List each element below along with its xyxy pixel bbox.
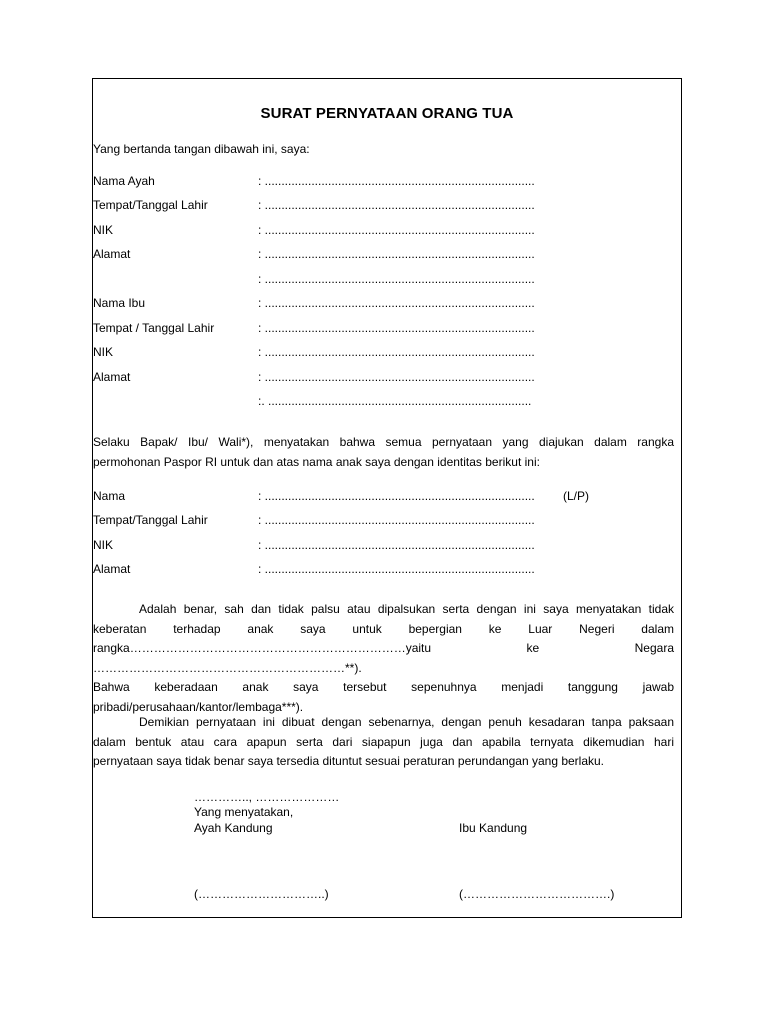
statement-line: permohonan Paspor RI untuk dan atas nama anak saya dengan identitas berikut ini: [93, 454, 540, 469]
field-value: : ................................................................................. [258, 562, 535, 576]
field-value: : ................................................................................. [258, 223, 535, 237]
field-label: Tempat / Tanggal Lahir [93, 321, 215, 335]
field-value: : ................................................................................. [258, 538, 535, 552]
field-label: NIK [93, 223, 114, 237]
place-date: ………….., ………………… [194, 790, 340, 804]
field-label: Nama Ayah [93, 174, 155, 188]
field-label: Alamat [93, 562, 131, 576]
field-value: : ................................................................................. [258, 513, 535, 527]
declarant-label: Yang menyatakan, [194, 805, 294, 819]
field-value: : ................................................................................. [258, 321, 535, 335]
field-value: : ................................................................................. [258, 345, 535, 359]
declaration-line: Bahwa keberadaan anak saya tersebut sepenuhnya menjadi tanggung jawab [93, 680, 674, 694]
declaration-line: Adalah benar, sah dan tidak palsu atau dipalsukan serta dengan ini saya menyatakan tidak [139, 602, 674, 616]
field-label: NIK [93, 538, 114, 552]
field-value: : ................................................................................. [258, 174, 535, 188]
declaration-line: keberatan terhadap anak saya untuk bepergian ke Luar Negeri dalam [93, 621, 674, 636]
closing-line: dalam bentuk atau cara apapun serta dari siapapun juga dan apabila ternyata dikemudian hari [93, 734, 674, 749]
gender-suffix: (L/P) [563, 489, 590, 503]
mother-label: Ibu Kandung [459, 821, 528, 835]
statement-line: Selaku Bapak/ Ibu/ Wali*), menyatakan bahwa semua pernyataan yang diajukan dalam rangka [93, 435, 674, 449]
father-label: Ayah Kandung [194, 821, 273, 835]
field-value: : ................................................................................. [258, 247, 535, 261]
field-value: : ................................................................................. [258, 272, 535, 286]
father-signature-line: (…………………………..) [194, 887, 329, 901]
field-value: : ................................................................................. [258, 198, 535, 212]
declaration-line: rangka……………………………………………………………yaitu ke Negara ………………………………………………………**). [93, 641, 674, 675]
field-label: Alamat [93, 247, 131, 261]
field-value: :. ............................................................................... [258, 394, 532, 408]
field-value: : ................................................................................. [258, 489, 535, 503]
field-label: Tempat/Tanggal Lahir [93, 198, 208, 212]
field-value: : ................................................................................. [258, 370, 535, 384]
declaration-line: pribadi/perusahaan/kantor/lembaga***). [93, 699, 304, 714]
field-label: Alamat [93, 370, 131, 384]
field-label: Nama Ibu [93, 296, 146, 310]
field-label: NIK [93, 345, 114, 359]
declaration-paragraph [93, 600, 674, 717]
field-value: : ................................................................................. [258, 296, 535, 310]
closing-line: Demikian pernyataan ini dibuat dengan sebenarnya, dengan penuh kesadaran tanpa paksaan [139, 715, 674, 729]
intro-text: Yang bertanda tangan dibawah ini, saya: [93, 142, 310, 156]
closing-line: pernyataan saya tidak benar saya tersedia dituntut sesuai peraturan perundangan yang berlaku. [93, 754, 605, 768]
closing-paragraph [93, 713, 674, 772]
statement-paragraph [93, 433, 674, 472]
field-label: Nama [93, 489, 126, 503]
mother-signature-line: (……………………………….) [459, 887, 615, 901]
document-title: SURAT PERNYATAAN ORANG TUA [260, 105, 514, 122]
field-label: Tempat/Tanggal Lahir [93, 513, 208, 527]
